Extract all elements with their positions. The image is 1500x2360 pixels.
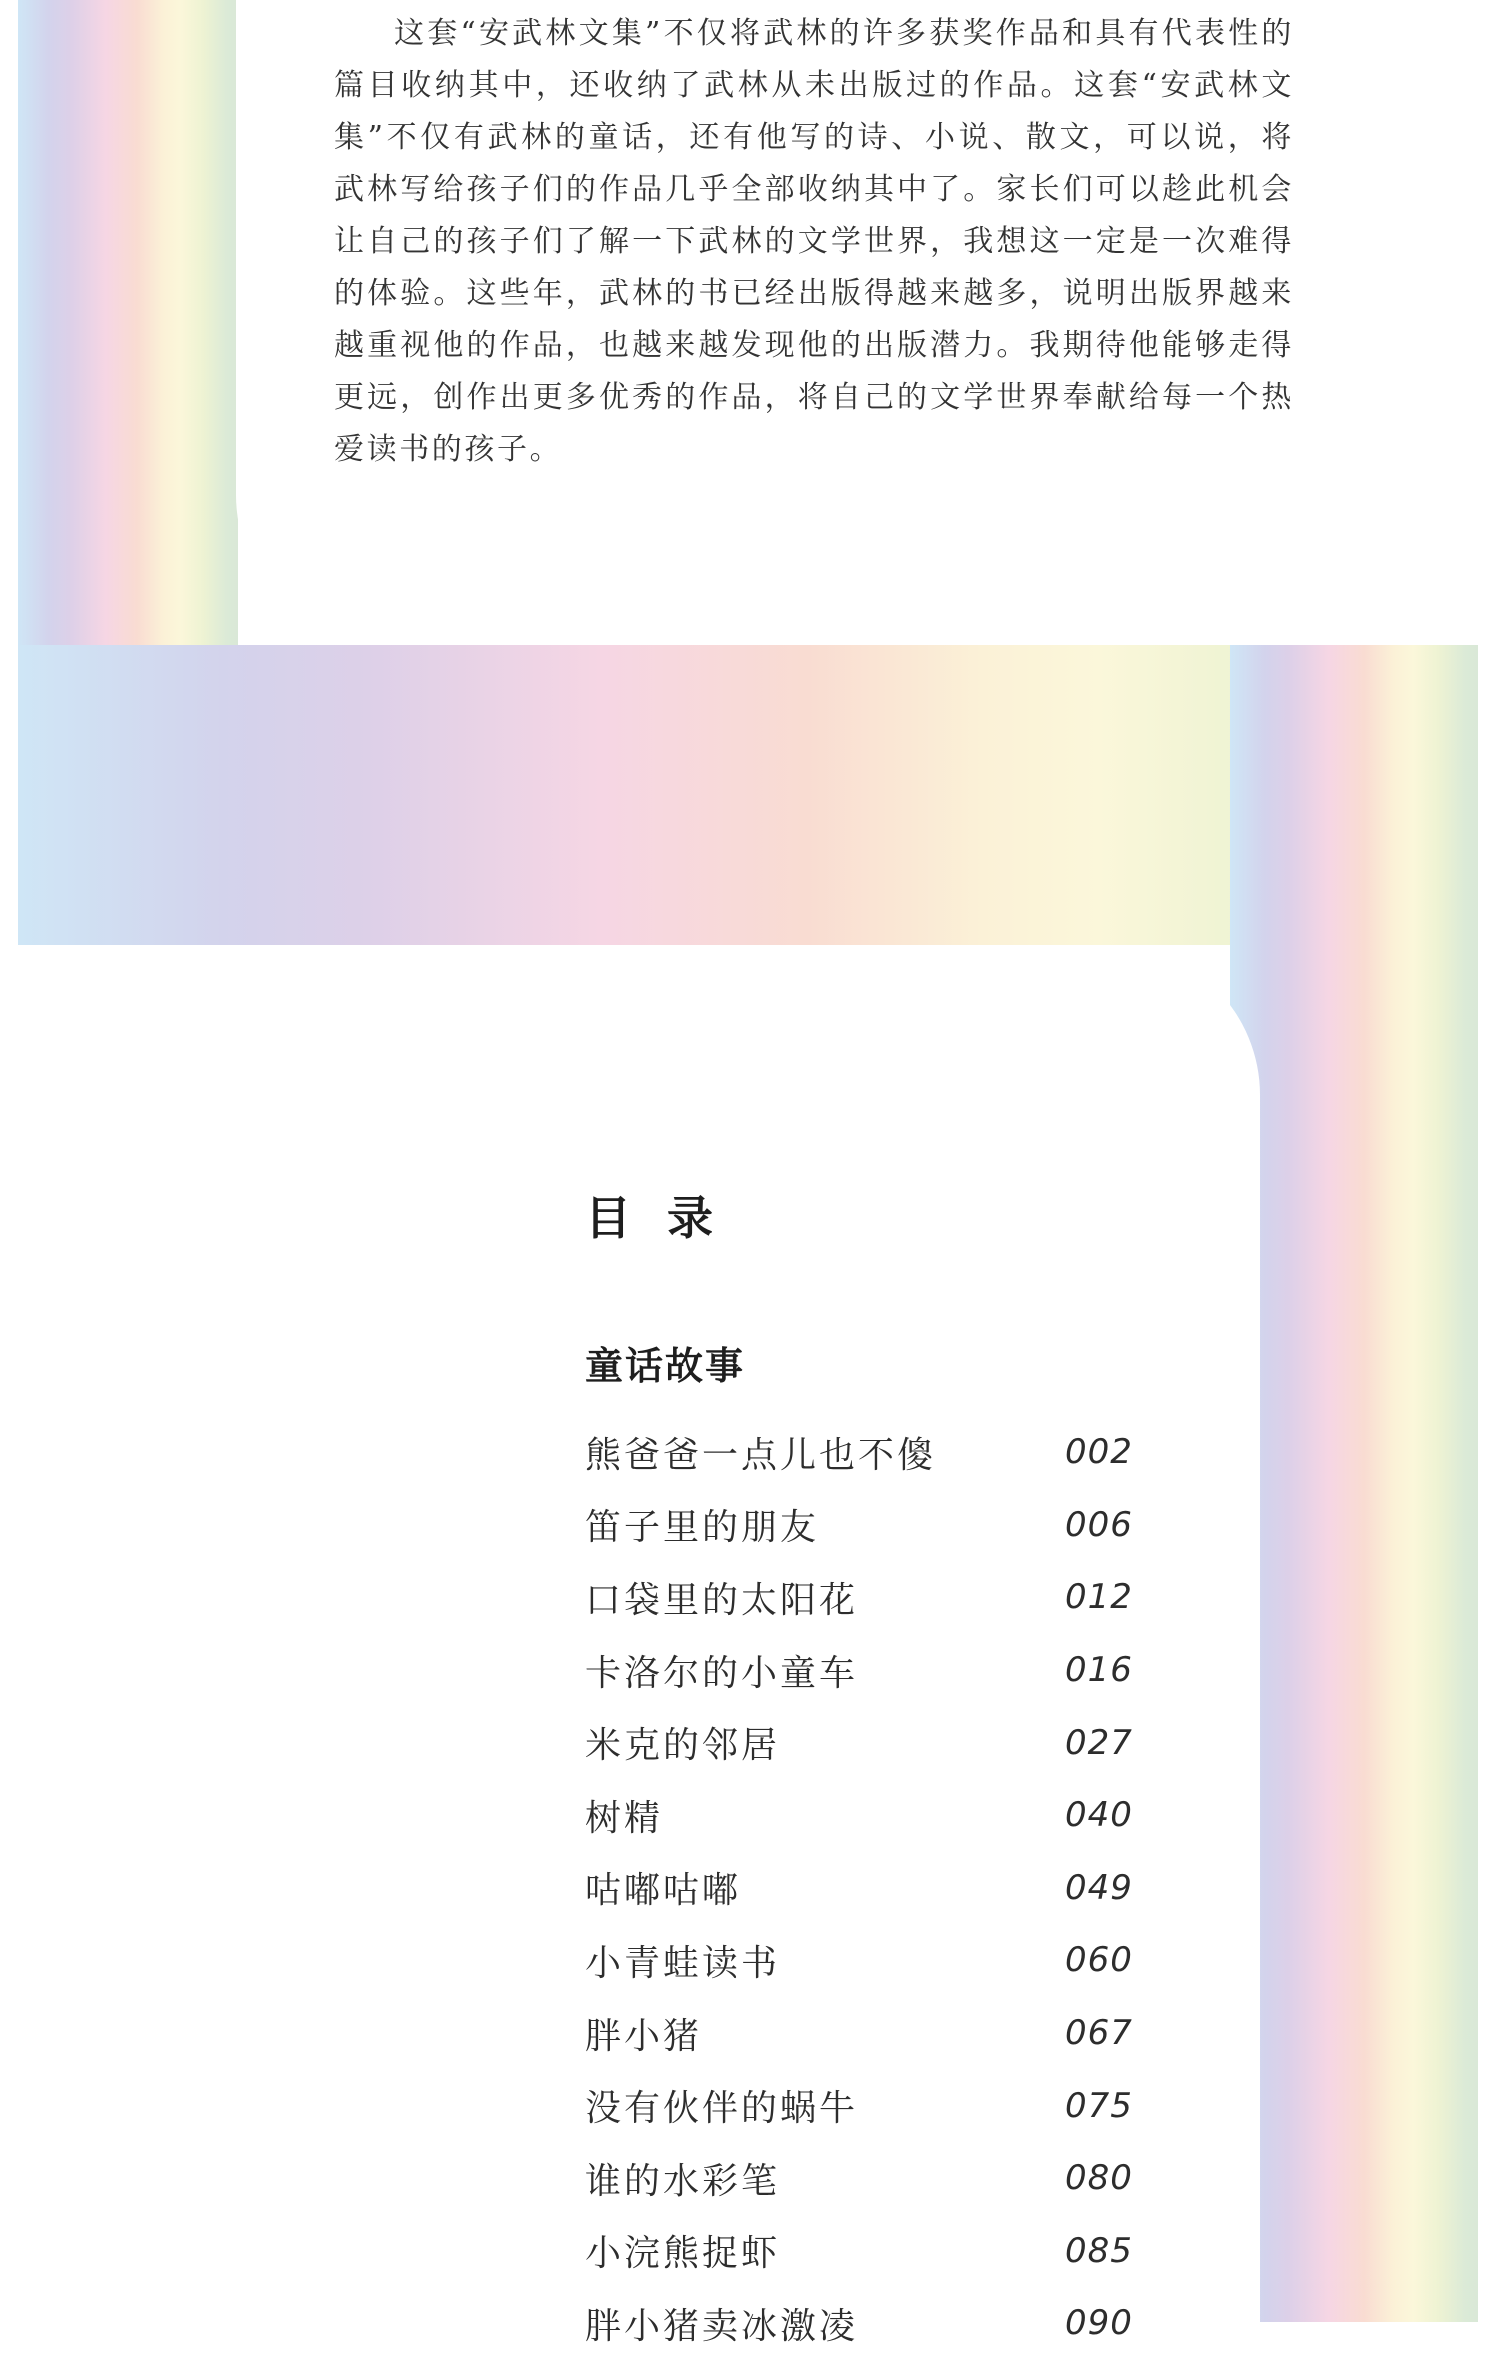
toc-entry-page: 067: [1065, 2013, 1133, 2054]
toc-entry[interactable]: [585, 2142, 1145, 2215]
toc-entry[interactable]: [585, 1489, 1145, 1562]
rainbow-gradient-right: [1230, 645, 1478, 2322]
toc-entry-title: 米克的邻居: [585, 1725, 781, 1767]
toc-entry[interactable]: [585, 1924, 1145, 1997]
toc-entry-title: 小浣熊捉虾: [585, 2233, 781, 2275]
toc-title: 目录: [585, 1191, 749, 1245]
toc-entry-title: 胖小猪卖冰激凌: [585, 2305, 859, 2347]
toc-list: [585, 1416, 1145, 2360]
toc-section-heading: 童话故事: [585, 1343, 746, 1388]
toc-entry[interactable]: [585, 1997, 1145, 2070]
toc-entry-page: 016: [1065, 1650, 1133, 1691]
toc-entry-page: 060: [1065, 1940, 1133, 1981]
toc-entry[interactable]: [585, 1561, 1145, 1634]
toc-entry-page: 080: [1065, 2158, 1133, 2199]
table-of-contents: [585, 1180, 1145, 2360]
toc-entry-title: 树精: [585, 1797, 664, 1839]
toc-entry-page: 006: [1065, 1504, 1133, 1545]
toc-entry-title: 笛子里的朋友: [585, 1507, 820, 1549]
toc-entry-title: 熊爸爸一点儿也不傻: [585, 1434, 937, 1476]
toc-entry-title: 咕嘟咕嘟: [585, 1870, 742, 1912]
toc-entry-page: 075: [1065, 2085, 1133, 2126]
toc-entry-page: 012: [1065, 1577, 1133, 1618]
toc-entry-page: 049: [1065, 1867, 1133, 1908]
toc-entry-title: 卡洛尔的小童车: [585, 1652, 859, 1694]
toc-entry-page: 040: [1065, 1795, 1133, 1836]
toc-entry-title: 没有伙伴的蜗牛: [585, 2088, 859, 2130]
toc-entry[interactable]: [585, 2069, 1145, 2142]
toc-entry[interactable]: [585, 1706, 1145, 1779]
toc-entry-page: 027: [1065, 1722, 1133, 1763]
toc-entry-title: 胖小猪: [585, 2015, 703, 2057]
toc-entry-title: 谁的水彩笔: [585, 2160, 781, 2202]
toc-entry[interactable]: [585, 1634, 1145, 1707]
toc-entry-page: 002: [1065, 1432, 1133, 1473]
toc-entry[interactable]: [585, 2215, 1145, 2288]
right-margin: [1478, 0, 1500, 2322]
toc-entry-page: 090: [1065, 2303, 1133, 2344]
toc-entry[interactable]: [585, 2287, 1145, 2360]
toc-entry-page: 085: [1065, 2230, 1133, 2271]
toc-entry-title: 小青蛙读书: [585, 1942, 781, 1984]
toc-entry-title: 口袋里的太阳花: [585, 1579, 859, 1621]
intro-paragraph: 这套“安武林文集”不仅将武林的许多获奖作品和具有代表性的篇目收纳其中，还收纳了武林从未出版过的作品。这套“安武林文集”不仅有武林的童话，还有他写的诗、小说、散文，可以说，将武林写给孩子们的作品几乎全部收纳其中了。家长们可以趁此机会让自己的孩子们了解一下武林的文学世界，我想这一定是一次难得的体验。这些年，武林的书已经出版得越来越多，说明出版界越来越重视他的作品，也越来越发现他的出版潜力。我期待他能够走得更远，创作出更多优秀的作品，将自己的文学世界奉献给每一个热爱读书的孩子。: [334, 16, 1294, 467]
toc-entry[interactable]: [585, 1416, 1145, 1489]
toc-entry[interactable]: [585, 1852, 1145, 1925]
intro-text-block: [334, 8, 1294, 476]
toc-entry[interactable]: [585, 1779, 1145, 1852]
